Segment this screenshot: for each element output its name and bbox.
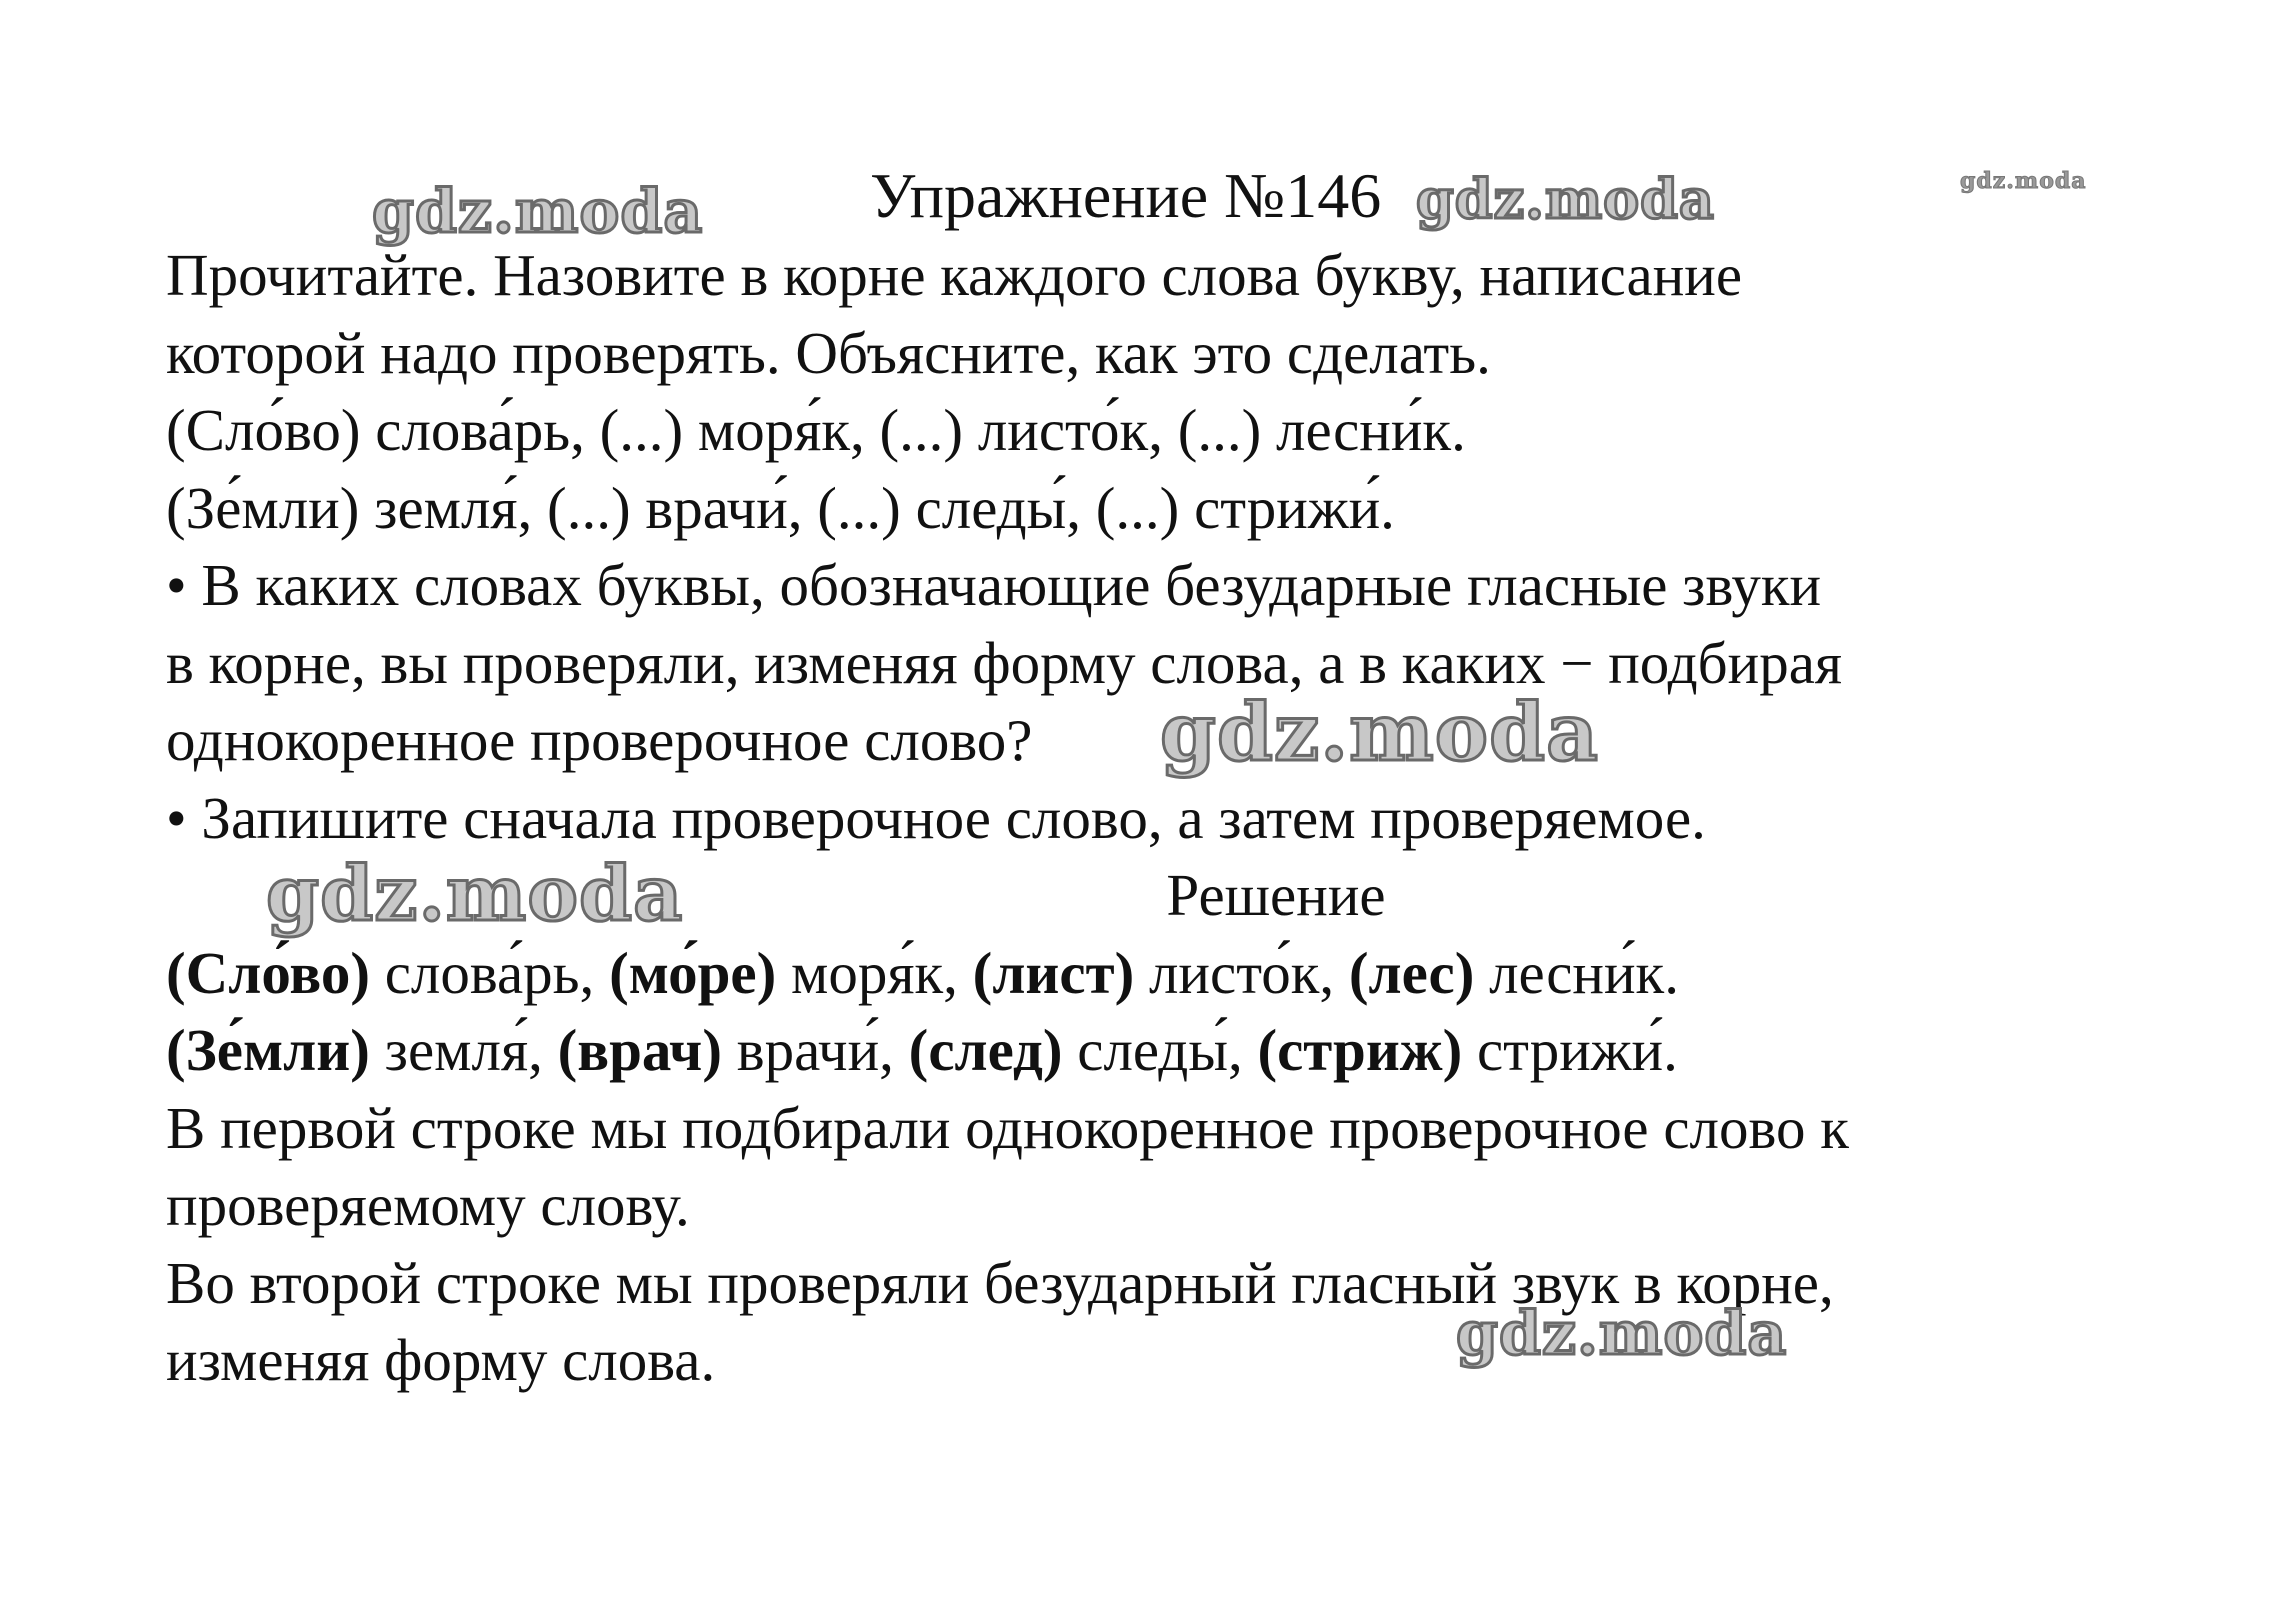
check-word: (след) <box>908 1017 1063 1083</box>
task-line-8: • Запишите сначала проверочное слово, а затем проверяемое. <box>166 784 1706 851</box>
check-word: (врач) <box>557 1017 722 1083</box>
solution-line-5: Во второй строке мы проверяли безударный гласный звук в корне, <box>166 1249 1834 1316</box>
solution-row-2 <box>166 1012 2186 1090</box>
solution-heading: Решение <box>1166 862 1386 928</box>
check-word: (мо́ре) <box>609 939 777 1006</box>
checked-word: врачи́, <box>721 1017 909 1083</box>
checked-word: лесни́к. <box>1474 939 1679 1006</box>
task-line-5: • В каких словах буквы, обозначающие безударные гласные звуки <box>166 552 1822 618</box>
watermark: gdz.moda <box>266 849 684 938</box>
check-word: (лист) <box>972 939 1135 1006</box>
check-word: (лес) <box>1348 939 1475 1006</box>
solution-line-4: проверяемому слову. <box>166 1172 690 1238</box>
solution-line-6: изменяя форму слова. <box>166 1327 716 1393</box>
check-word: (Зе́мли) <box>166 1017 370 1083</box>
checked-word: листо́к, <box>1134 939 1349 1006</box>
solution-line-3: В первой строке мы подбирали однокоренное проверочное слово к <box>166 1094 1849 1161</box>
checked-word: слова́рь, <box>370 939 610 1006</box>
watermark: gdz.moda <box>1960 168 2087 194</box>
check-word: (Сло́во) <box>166 939 370 1006</box>
check-word: (стриж) <box>1257 1017 1463 1083</box>
task-line-4: (Зе́мли) земля́, (...) врачи́, (...) следы́, (...) стрижи́. <box>166 474 1395 541</box>
solution-row-1 <box>166 935 2186 1013</box>
watermark: gdz.moda <box>1416 167 1715 231</box>
task-line-2: которой надо проверять. Объясните, как это сделать. <box>166 319 1491 386</box>
checked-word: стрижи́. <box>1462 1017 1678 1083</box>
checked-word: моря́к, <box>776 939 973 1006</box>
watermark: gdz.moda <box>1456 1299 1788 1369</box>
checked-word: земля́, <box>369 1017 558 1083</box>
watermark: gdz.moda <box>1160 685 1599 779</box>
task-line-3: (Сло́во) слова́рь, (...) моря́к, (...) листо́к, (...) лесни́к. <box>166 397 1466 463</box>
exercise-body <box>166 237 2186 1400</box>
task-line-6: в корне, вы проверяли, изменяя форму слова, а в каких − подбирая <box>166 629 1843 696</box>
checked-word: следы́, <box>1062 1017 1258 1083</box>
task-line-1: Прочитайте. Назовите в корне каждого слова букву, написание <box>166 242 1743 308</box>
watermark: gdz.moda <box>372 177 704 247</box>
exercise-title: Упражнение №146 <box>870 160 1382 231</box>
task-line-7: однокоренное проверочное слово? <box>166 707 1033 773</box>
